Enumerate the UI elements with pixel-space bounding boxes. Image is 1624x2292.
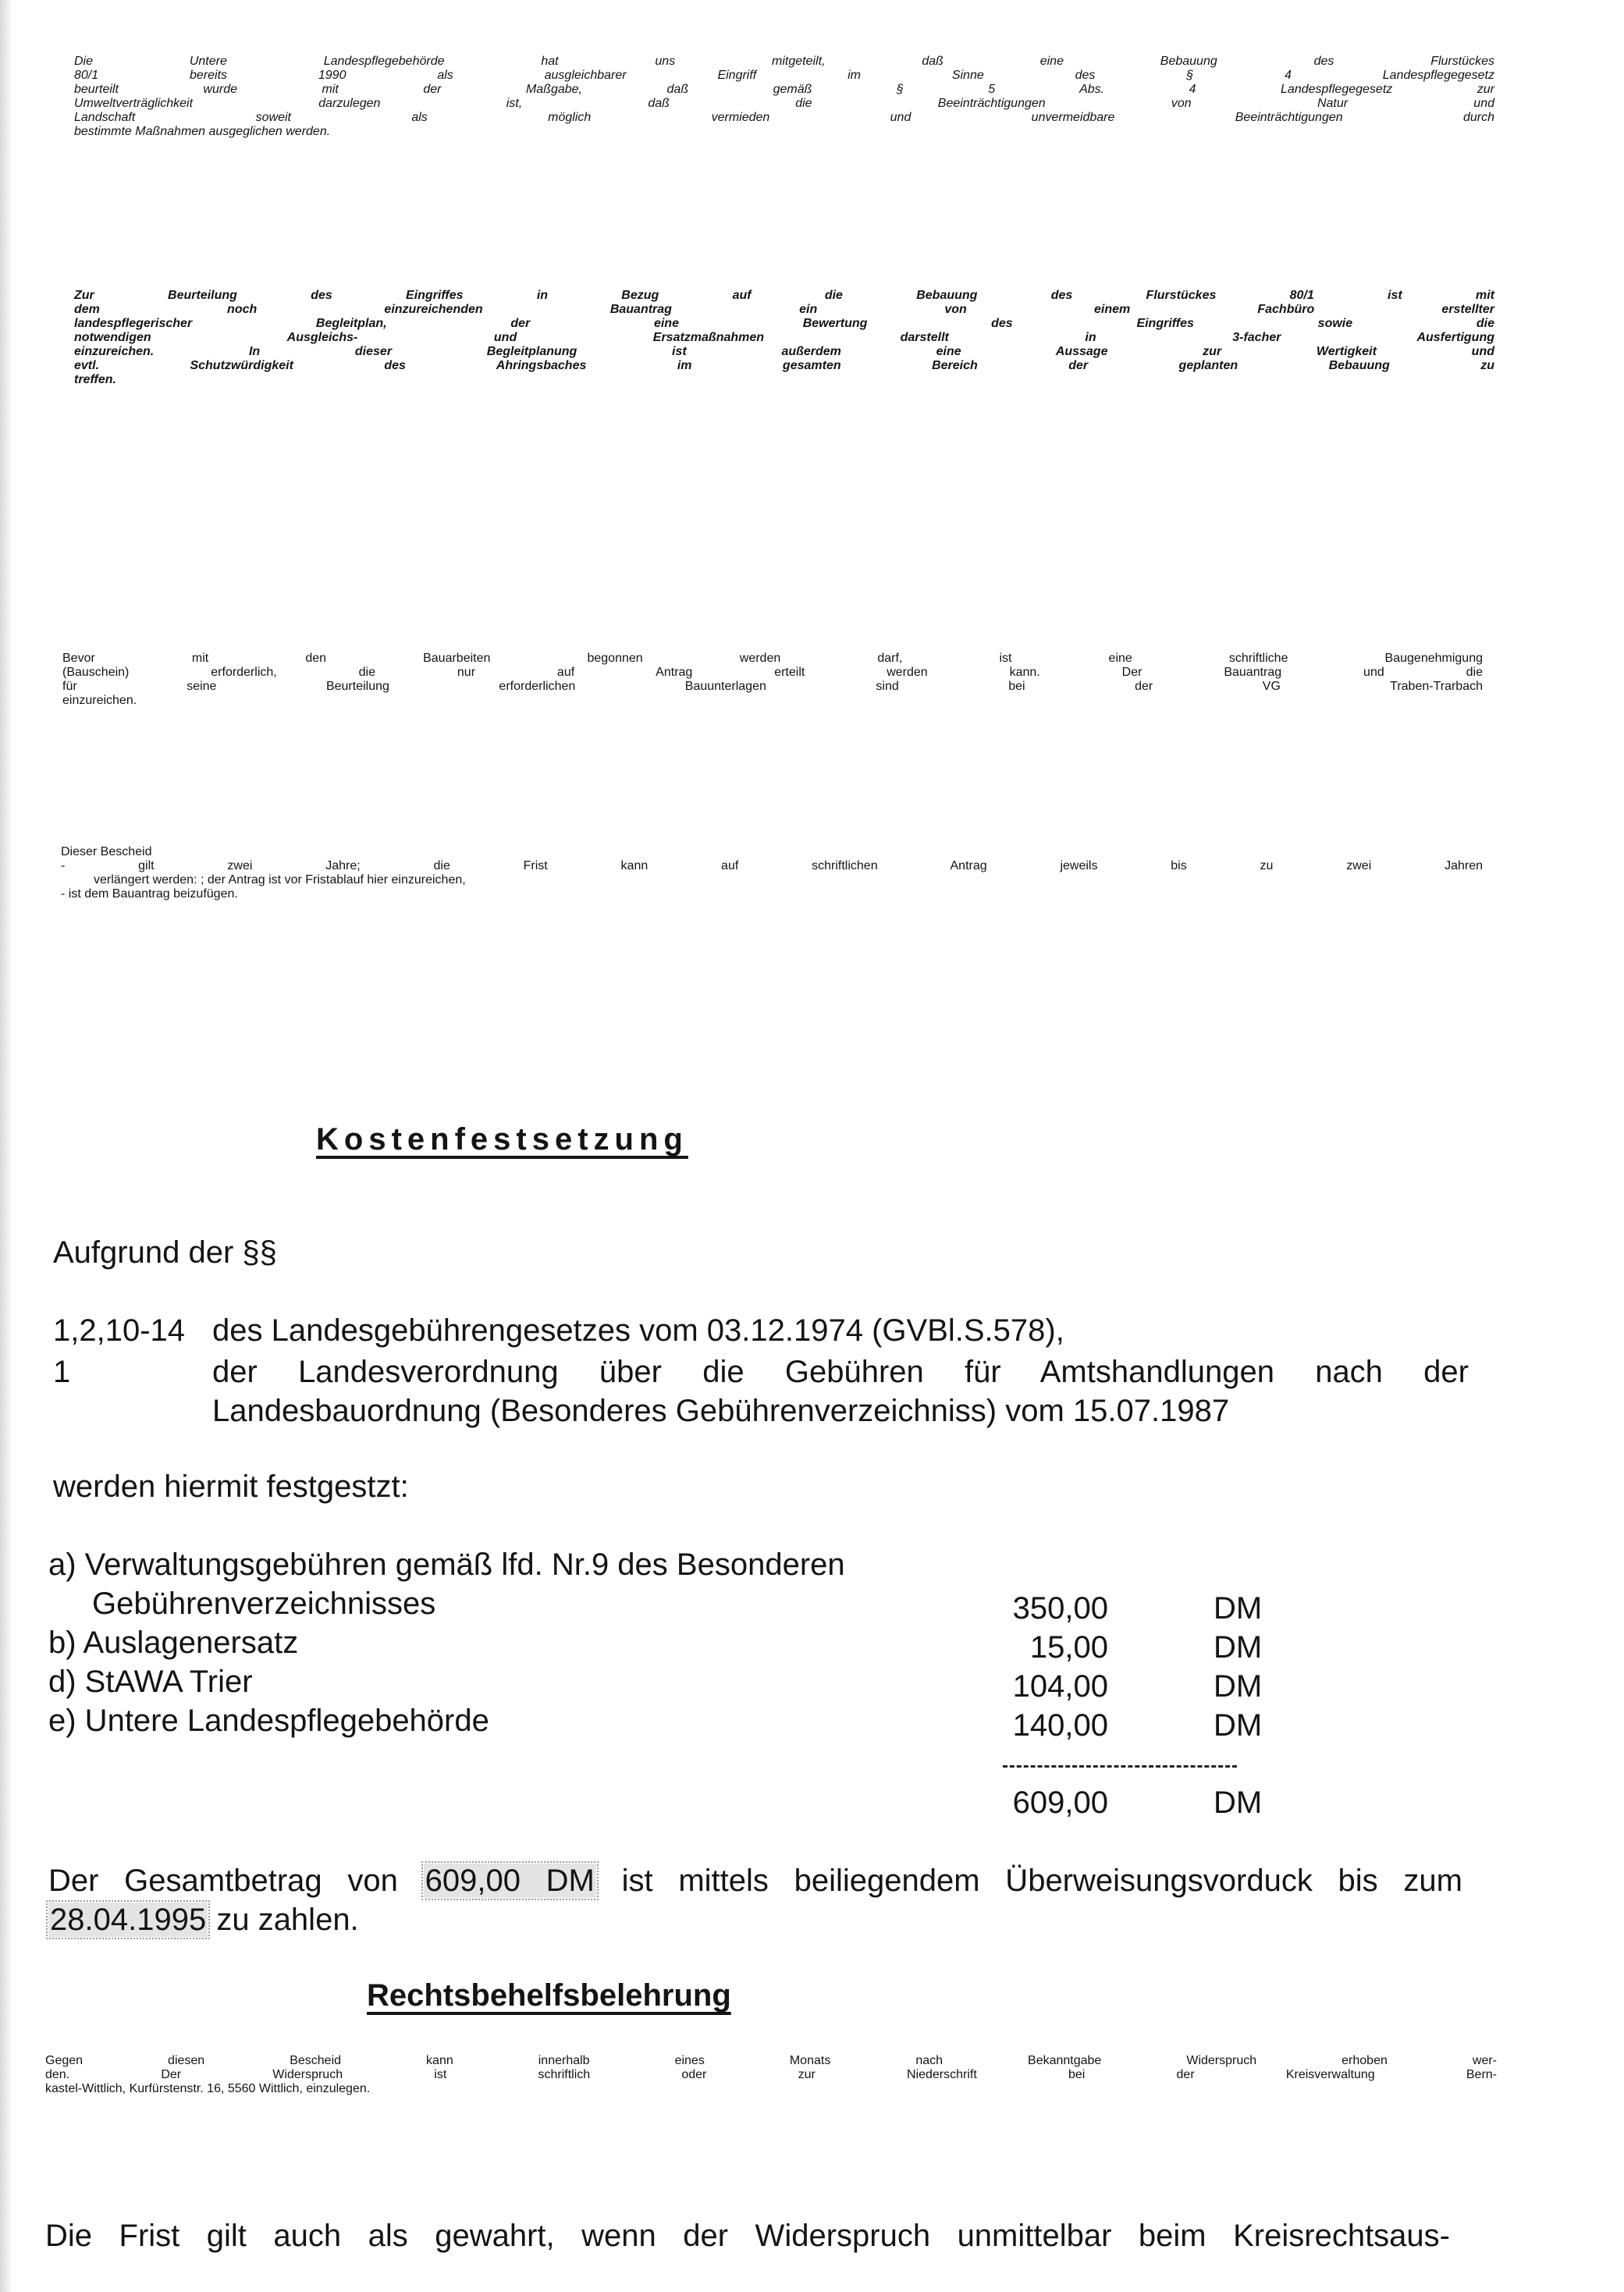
text-line: den. Der Widerspruch ist schriftlich oder zur Niederschrift bei der Kreisverwaltung Bern-	[45, 2068, 1497, 2081]
text-line: kastel-Wittlich, Kurfürstenstr. 16, 5560 Wittlich, einzulegen.	[45, 2082, 371, 2095]
text-line: Gegen diesen Bescheid kann innerhalb eines Monats nach Bekanntgabe Widerspruch erhoben wer-	[45, 2054, 1497, 2067]
scan-edge-shadow	[0, 0, 12, 2292]
text-line: einzureichen.	[62, 694, 137, 707]
bescheid-title: Dieser Bescheid	[61, 845, 152, 858]
text-line: Bevor mit den Bauarbeiten begonnen werden darf, ist eine schriftliche Baugenehmigung	[62, 652, 1483, 665]
rechtsbehelf-paragraph	[45, 2054, 1497, 2096]
bescheid-item-1-continued: verlängert werden: ; der Antrag ist vor Fristablauf hier einzureichen,	[94, 873, 466, 887]
fee-total-currency: DM	[1214, 1786, 1263, 1820]
payment-amount-highlight: 609,00 DM	[425, 1864, 595, 1898]
law-1-ref: 1,2,10-14	[53, 1313, 186, 1348]
fee-item-a-label-continued: Gebührenverzeichnisses	[92, 1587, 436, 1621]
frist-line: Die Frist gilt auch als gewahrt, wenn der Widerspruch unmittelbar beim Kreisrechtsaus-	[45, 2219, 1450, 2253]
text-line: 80/1 bereits 1990 als ausgleichbarer Eingriff im Sinne des § 4 Landespflegegesetz	[74, 69, 1494, 82]
fee-item-b-amount: 15,00	[1029, 1630, 1108, 1665]
payment-pre-text: Der Gesamtbetrag von	[48, 1864, 398, 1898]
fee-item-e-amount: 140,00	[1012, 1708, 1108, 1743]
fee-item-b-currency: DM	[1214, 1630, 1263, 1665]
text-line: einzureichen. In dieser Begleitplanung ist außerdem eine Aussage zur Wertigkeit und	[74, 345, 1494, 358]
bescheid-item-1: - gilt zwei Jahre; die Frist kann auf schriftlichen Antrag jeweils bis zu zwei Jahren	[61, 859, 1483, 872]
text-line: (Bauschein) erforderlich, die nur auf Antrag erteilt werden kann. Der Bauantrag und die	[62, 666, 1483, 679]
text-line: Landschaft soweit als möglich vermieden und unvermeidbare Beeinträchtigungen durch	[74, 111, 1494, 124]
text-line: beurteilt wurde mit der Maßgabe, daß gemäß § 5 Abs. 4 Landespflegegesetz zur	[74, 83, 1494, 96]
text-line: evtl. Schutzwürdigkeit des Ahringsbaches im gesamten Bereich der geplanten Bebauung zu	[74, 359, 1494, 372]
text-line: für seine Beurteilung erforderlichen Bauunterlagen sind bei der VG Traben-Trarbach	[62, 680, 1483, 693]
fee-item-e-currency: DM	[1214, 1708, 1263, 1743]
law-2-line-1: der Landesverordnung über die Gebühren für Amtshandlungen nach der	[212, 1355, 1469, 1389]
text-line: notwendigen Ausgleichs- und Ersatzmaßnahmen darstellt in 3-facher Ausfertigung	[74, 331, 1494, 344]
text-line: landespflegerischer Begleitplan, der eine Bewertung des Eingriffes sowie die	[74, 317, 1494, 330]
intro-italic-paragraph	[74, 55, 1494, 139]
intro-bold-paragraph	[74, 289, 1494, 387]
fee-item-a-amount: 350,00	[1012, 1591, 1108, 1626]
payment-line-2	[48, 1900, 359, 1939]
sum-divider	[1003, 1765, 1237, 1768]
payment-line-1	[48, 1861, 1462, 1900]
law-2-line-2: Landesbauordnung (Besonderes Gebührenverzeichniss) vom 15.07.1987	[212, 1394, 1230, 1428]
baugenehmigung-paragraph	[62, 652, 1483, 708]
fee-item-b-label: b) Auslagenersatz	[48, 1626, 299, 1660]
rechtsbehelf-heading: Rechtsbehelfsbelehrung	[367, 1978, 731, 2013]
fee-item-d-label: d) StAWA Trier	[48, 1665, 253, 1699]
bescheid-section	[61, 845, 1483, 901]
payment-mid-text: ist mittels beiliegendem Überweisungsvorduck bis zum	[621, 1864, 1462, 1898]
kosten-heading: Kostenfestsetzung	[316, 1122, 688, 1157]
bescheid-item-2: - ist dem Bauantrag beizufügen.	[61, 887, 238, 901]
text-line: Die Untere Landespflegebehörde hat uns mitgeteilt, daß eine Bebauung des Flurstückes	[74, 55, 1494, 68]
festgesetzt-label: werden hiermit festgestzt:	[53, 1469, 409, 1504]
text-line: dem noch einzureichenden Bauantrag ein von einem Fachbüro erstellter	[74, 303, 1494, 316]
fee-item-d-currency: DM	[1214, 1669, 1263, 1704]
law-2-ref: 1	[53, 1355, 71, 1389]
fee-item-d-amount: 104,00	[1012, 1669, 1108, 1704]
fee-item-a-label: a) Verwaltungsgebühren gemäß lfd. Nr.9 des Besonderen	[48, 1548, 845, 1582]
fee-item-a-currency: DM	[1214, 1591, 1263, 1626]
text-line: Umweltverträglichkeit darzulegen ist, daß die Beeinträchtigungen von Natur und	[74, 97, 1494, 110]
payment-post-text: zu zahlen.	[216, 1903, 359, 1937]
fee-item-e-label: e) Untere Landespflegebehörde	[48, 1704, 489, 1738]
payment-date-highlight: 28.04.1995	[50, 1903, 207, 1937]
law-1-text: des Landesgebührengesetzes vom 03.12.1974 (GVBl.S.578),	[212, 1313, 1064, 1348]
aufgrund-label: Aufgrund der §§	[53, 1235, 277, 1270]
fee-total-amount: 609,00	[1012, 1786, 1108, 1820]
text-line: bestimmte Maßnahmen ausgeglichen werden.	[74, 125, 331, 138]
text-line: treffen.	[74, 373, 116, 386]
text-line: Zur Beurteilung des Eingriffes in Bezug auf die Bebauung des Flurstückes 80/1 ist mit	[74, 289, 1494, 302]
